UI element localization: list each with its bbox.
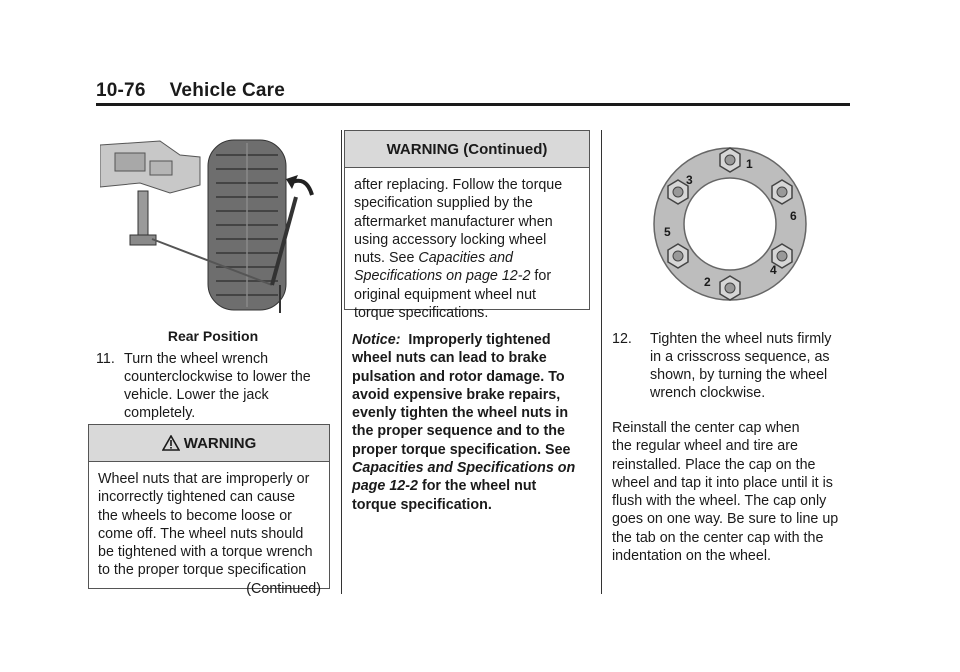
capacities-link[interactable]: Capacities and xyxy=(418,250,513,267)
notice-page-link[interactable]: page 12-2 xyxy=(352,478,418,495)
column-divider-1 xyxy=(341,130,342,594)
nut-label-5: 5 xyxy=(664,225,671,239)
page-header xyxy=(96,80,285,102)
page-number: 10-76 xyxy=(96,80,146,101)
warning-triangle-icon xyxy=(162,435,180,451)
column-divider-2 xyxy=(601,130,602,594)
continued-note: (Continued) xyxy=(246,580,321,597)
warning-title: WARNING xyxy=(183,434,257,452)
specifications-link[interactable]: Specifications on page 12-2 xyxy=(354,268,531,285)
figure1-caption: Rear Position xyxy=(167,328,259,344)
reinstall-paragraph: Reinstall the center cap when the regular wheel and tire are reinstalled. Place the cap on the wheel and tap it into place until it is flush with the wheel. The cap only goes on one way. Be sure to line up the tab on the center cap with the indentation on the wheel. xyxy=(612,420,839,565)
notice-paragraph: Notice: Improperly tightened wheel nuts can lead to brake pulsation and rotor damage. To avoid expensive brake repairs, evenly tighten the wheel nuts in the proper sequence and to the proper torque specification. See Capacities and Specifications on page 12-2 for the wheel nut torque specification. xyxy=(352,332,576,513)
nut-label-3: 3 xyxy=(686,173,693,187)
nut-label-6: 6 xyxy=(790,209,797,223)
jack-wrench-illustration xyxy=(100,135,320,323)
notice-capacities-link[interactable]: Capacities and Specifications on xyxy=(352,460,576,477)
warning-body: Wheel nuts that are improperly or incorrectly tightened can cause the wheels to become loose or come off. The wheel nuts should be tightened with a torque wrench to the proper torque specification (Continued) xyxy=(98,471,321,597)
wheel-nut-sequence-diagram xyxy=(652,144,812,304)
warning-continued-body: after replacing. Follow the torque specification supplied by the aftermarket manufacturer when using accessory locking wheel nuts. See Capacities and Specifications on page 12-2 for original equipment wheel nut torque specifications. xyxy=(354,177,563,322)
notice-label: Notice: xyxy=(352,332,401,348)
nut-label-1: 1 xyxy=(746,157,753,171)
header-rule xyxy=(96,103,850,106)
warning-box xyxy=(88,424,330,597)
nut-label-2: 2 xyxy=(704,275,711,289)
warning-continued-box xyxy=(344,130,590,322)
warning-continued-title: WARNING (Continued) xyxy=(386,140,548,158)
nut-label-4: 4 xyxy=(770,263,777,277)
section-title: Vehicle Care xyxy=(169,80,286,101)
